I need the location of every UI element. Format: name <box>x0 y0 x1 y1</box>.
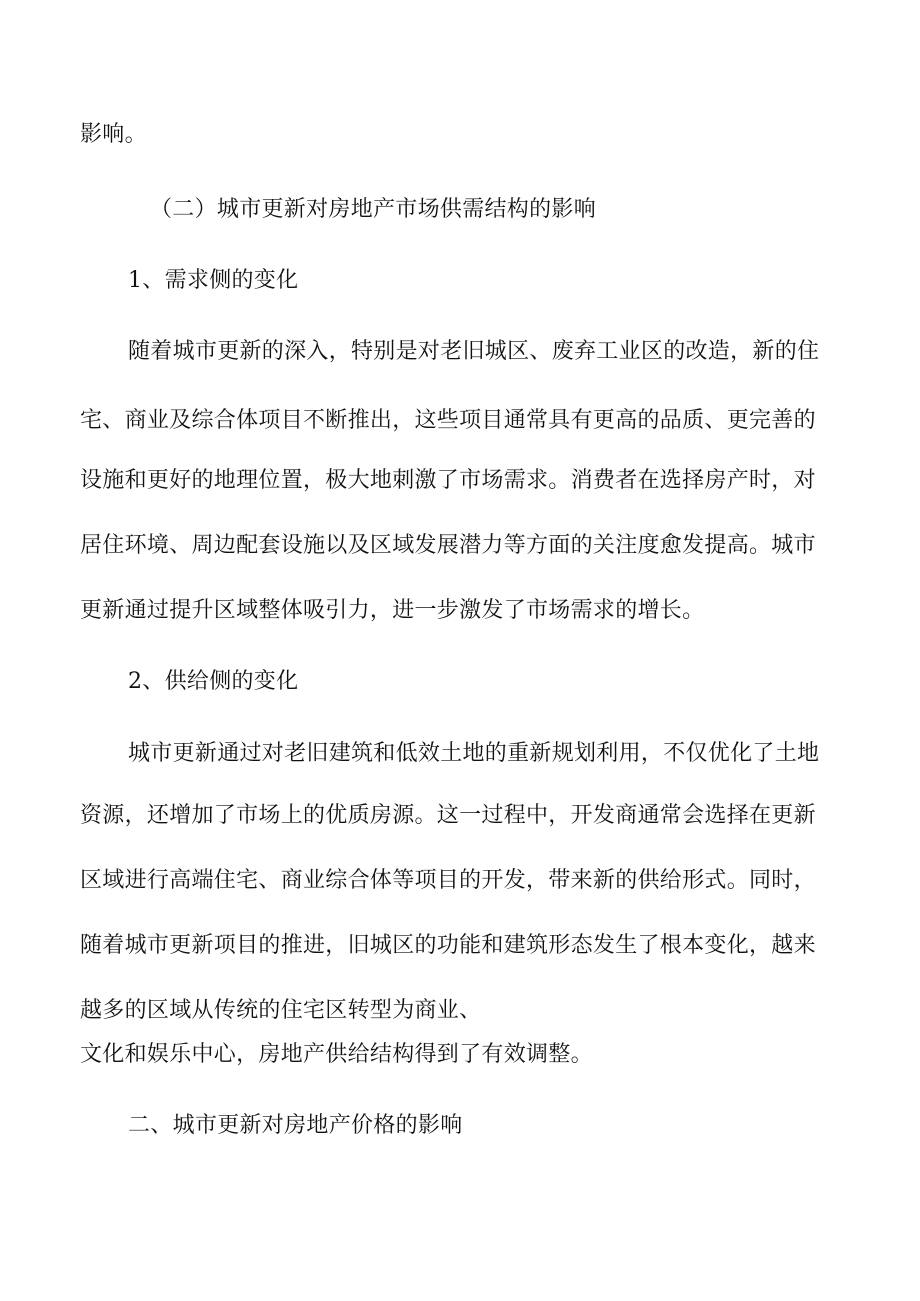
item1-heading: 1、需求侧的变化 <box>128 268 299 293</box>
subsection-heading: （二）城市更新对房地产市场供需结构的影响 <box>150 197 597 222</box>
paragraph-line: 随着城市更新的深入，特别是对老旧城区、废弃工业区的改造，新的住 <box>128 339 820 364</box>
lead-line: 影响。 <box>80 122 147 147</box>
paragraph-line: 随着城市更新项目的推进，旧城区的功能和建筑形态发生了根本变化，越来 <box>80 933 816 958</box>
paragraph-line: 区域进行高端住宅、商业综合体等项目的开发，带来新的供给形式。同时， <box>80 868 816 893</box>
paragraph-line: 设施和更好的地理位置，极大地刺激了市场需求。消费者在选择房产时，对 <box>80 468 816 493</box>
paragraph-line: 更新通过提升区域整体吸引力，进一步激发了市场需求的增长。 <box>80 598 705 623</box>
section-heading: 二、城市更新对房地产价格的影响 <box>128 1113 463 1138</box>
paragraph-line: 宅、商业及综合体项目不断推出，这些项目通常具有更高的品质、更完善的 <box>80 408 816 433</box>
paragraph-line: 资源，还增加了市场上的优质房源。这一过程中，开发商通常会选择在更新 <box>80 803 816 828</box>
item2-heading: 2、供给侧的变化 <box>128 669 299 694</box>
paragraph-line: 文化和娱乐中心，房地产供给结构得到了有效调整。 <box>80 1042 593 1067</box>
paragraph-line: 越多的区域从传统的住宅区转型为商业、 <box>80 998 482 1023</box>
paragraph-line: 居住环境、周边配套设施以及区域发展潜力等方面的关注度愈发提高。城市 <box>80 533 816 558</box>
paragraph-line: 城市更新通过对老旧建筑和低效土地的重新规划利用，不仅优化了土地 <box>128 741 820 766</box>
